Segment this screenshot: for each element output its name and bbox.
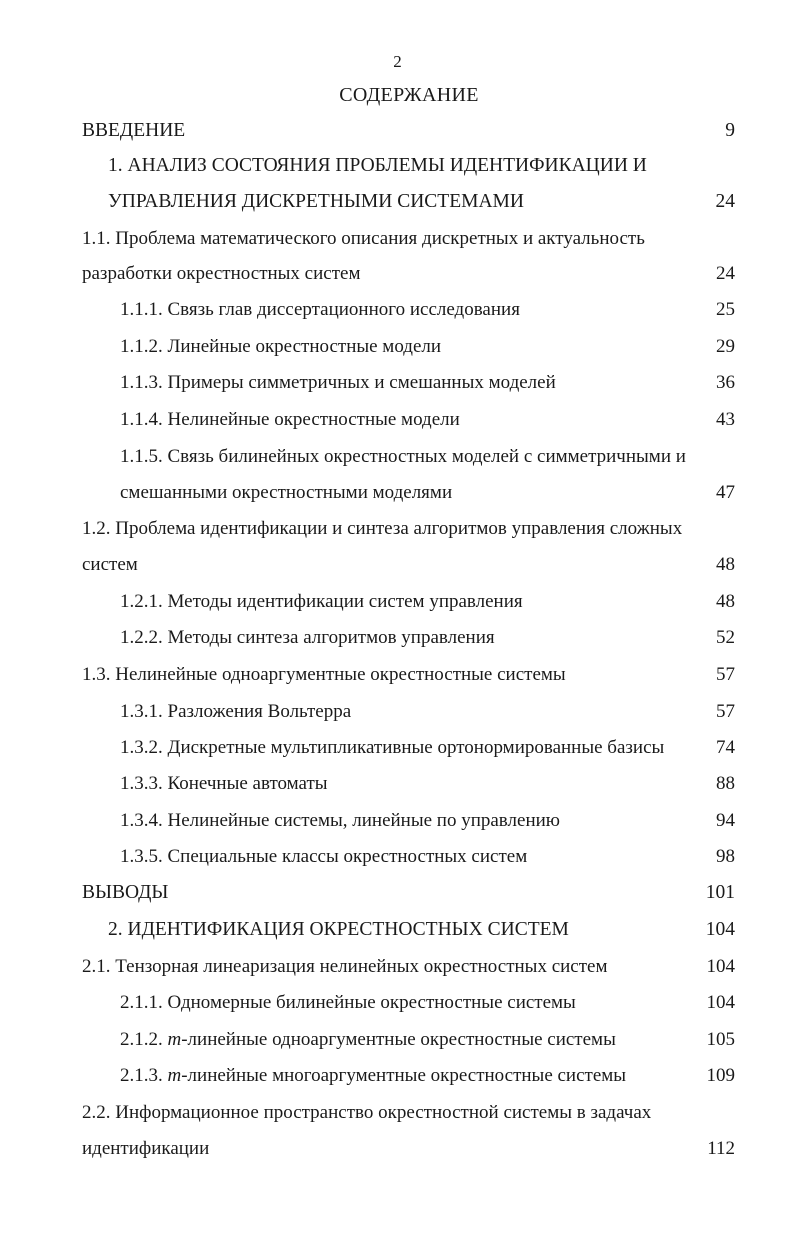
toc-entry-intro bbox=[0, 116, 795, 146]
toc-entry-page: 57 bbox=[716, 664, 735, 685]
page-title: СОДЕРЖАНИЕ bbox=[339, 84, 479, 106]
toc-entry-title: 1.3.2. Дискретные мультипликативные ортонормированные базисы bbox=[120, 737, 665, 758]
toc-entry-page: 104 bbox=[706, 992, 735, 1013]
toc-section-1-1-5-line1 bbox=[0, 442, 795, 472]
toc-entry-page: 9 bbox=[725, 120, 735, 141]
toc-section-2-2-line1 bbox=[0, 1098, 795, 1128]
toc-section-2-1-1 bbox=[0, 988, 795, 1018]
toc-entry-title: 1. АНАЛИЗ СОСТОЯНИЯ ПРОБЛЕМЫ ИДЕНТИФИКАЦИИ И bbox=[108, 155, 647, 176]
toc-section-2-1-3 bbox=[0, 1061, 795, 1091]
toc-entry-title: 1.3.1. Разложения Вольтерра bbox=[120, 701, 352, 722]
toc-section-1-3-1 bbox=[0, 697, 795, 727]
toc-chapter-1-line1 bbox=[0, 151, 795, 181]
toc-section-2-2-line2 bbox=[0, 1134, 795, 1164]
toc-entry-title: ВЫВОДЫ bbox=[82, 882, 169, 903]
toc-entry-title: 1.1.1. Связь глав диссертационного исследования bbox=[120, 299, 520, 320]
toc-section-1-1-3 bbox=[0, 368, 795, 398]
toc-section-1-1-2 bbox=[0, 332, 795, 362]
toc-entry-title: 1.3.3. Конечные автоматы bbox=[120, 773, 328, 794]
toc-entry-title bbox=[120, 1025, 616, 1055]
toc-entry-page: 105 bbox=[706, 1029, 735, 1050]
toc-section-1-3-2 bbox=[0, 733, 795, 763]
toc-entry-title: УПРАВЛЕНИЯ ДИСКРЕТНЫМИ СИСТЕМАМИ bbox=[108, 191, 524, 212]
toc-entry-title: 2.1.1. Одномерные билинейные окрестностные системы bbox=[120, 992, 576, 1013]
toc-chapter-2 bbox=[0, 915, 795, 945]
toc-entry-page: 94 bbox=[716, 810, 735, 831]
toc-entry-page: 24 bbox=[715, 191, 735, 212]
toc-entry-title: разработки окрестностных систем bbox=[82, 263, 361, 284]
toc-entry-page: 48 bbox=[716, 591, 735, 612]
toc-entry-text: -линейные одноаргументные окрестностные системы bbox=[181, 1029, 616, 1050]
toc-entry-title: идентификации bbox=[82, 1138, 210, 1159]
math-symbol-m: m bbox=[167, 1065, 182, 1086]
page-number: 2 bbox=[393, 52, 402, 71]
toc-entry-title: 1.3.5. Специальные классы окрестностных систем bbox=[120, 846, 528, 867]
toc-entry-title: 1.3.4. Нелинейные системы, линейные по управлению bbox=[120, 810, 560, 831]
toc-entry-page: 112 bbox=[707, 1138, 735, 1159]
toc-entry-title: 1.1.3. Примеры симметричных и смешанных моделей bbox=[120, 372, 556, 393]
toc-entry-title: 1.2.2. Методы синтеза алгоритмов управления bbox=[120, 627, 495, 648]
toc-entry-title: ВВЕДЕНИЕ bbox=[82, 120, 186, 141]
toc-entry-title: 2.2. Информационное пространство окрестностной системы в задачах bbox=[82, 1102, 652, 1123]
toc-section-1-2-line2 bbox=[0, 550, 795, 580]
toc-entry-title: 1.2. Проблема идентификации и синтеза алгоритмов управления сложных bbox=[82, 518, 683, 539]
toc-entry-title: систем bbox=[82, 554, 138, 575]
toc-entry-title: 1.3. Нелинейные одноаргументные окрестностные системы bbox=[82, 664, 566, 685]
toc-section-1-1-line2 bbox=[0, 259, 795, 289]
toc-entry-title bbox=[120, 1061, 626, 1091]
toc-entry-page: 88 bbox=[716, 773, 735, 794]
toc-entry-page: 98 bbox=[716, 846, 735, 867]
toc-entry-title: смешанными окрестностными моделями bbox=[120, 482, 453, 503]
toc-entry-page: 104 bbox=[705, 919, 735, 940]
toc-entry-title: 1.2.1. Методы идентификации систем управления bbox=[120, 591, 523, 612]
toc-entry-page: 109 bbox=[706, 1065, 735, 1086]
toc-entry-page: 29 bbox=[716, 336, 735, 357]
toc-entry-title: 1.1.4. Нелинейные окрестностные модели bbox=[120, 409, 460, 430]
toc-entry-page: 104 bbox=[706, 956, 735, 977]
toc-section-1-1-5-line2 bbox=[0, 478, 795, 508]
toc-section-1-2-1 bbox=[0, 587, 795, 617]
toc-entry-page: 25 bbox=[716, 299, 735, 320]
toc-section-1-3 bbox=[0, 660, 795, 690]
toc-entry-page: 101 bbox=[705, 882, 735, 903]
toc-entry-title: 2. ИДЕНТИФИКАЦИЯ ОКРЕСТНОСТНЫХ СИСТЕМ bbox=[108, 919, 569, 940]
toc-section-1-1-line1 bbox=[0, 224, 795, 254]
toc-entry-page: 24 bbox=[716, 263, 735, 284]
toc-entry-page: 36 bbox=[716, 372, 735, 393]
toc-section-1-2-line1 bbox=[0, 514, 795, 544]
toc-entry-page: 74 bbox=[716, 737, 735, 758]
toc-section-1-3-4 bbox=[0, 806, 795, 836]
toc-section-1-2-2 bbox=[0, 623, 795, 653]
toc-section-2-1-2 bbox=[0, 1025, 795, 1055]
toc-entry-page: 43 bbox=[716, 409, 735, 430]
toc-entry-page: 48 bbox=[716, 554, 735, 575]
toc-section-2-1 bbox=[0, 952, 795, 982]
toc-entry-conclusions bbox=[0, 878, 795, 908]
toc-entry-title: 1.1. Проблема математического описания дискретных и актуальность bbox=[82, 228, 645, 249]
toc-entry-page: 47 bbox=[716, 482, 735, 503]
toc-entry-page: 57 bbox=[716, 701, 735, 722]
toc-entry-number: 2.1.3. bbox=[120, 1065, 163, 1086]
toc-entry-text: -линейные многоаргументные окрестностные системы bbox=[181, 1065, 627, 1086]
toc-section-1-3-3 bbox=[0, 769, 795, 799]
toc-entry-number: 2.1.2. bbox=[120, 1029, 163, 1050]
math-symbol-m: m bbox=[167, 1029, 182, 1050]
toc-entry-page: 52 bbox=[716, 627, 735, 648]
toc-section-1-1-4 bbox=[0, 405, 795, 435]
toc-section-1-1-1 bbox=[0, 295, 795, 325]
toc-section-1-3-5 bbox=[0, 842, 795, 872]
toc-chapter-1-line2 bbox=[0, 187, 795, 217]
toc-entry-title: 2.1. Тензорная линеаризация нелинейных окрестностных систем bbox=[82, 956, 608, 977]
toc-entry-title: 1.1.5. Связь билинейных окрестностных моделей с симметричными и bbox=[120, 446, 686, 467]
toc-entry-title: 1.1.2. Линейные окрестностные модели bbox=[120, 336, 442, 357]
